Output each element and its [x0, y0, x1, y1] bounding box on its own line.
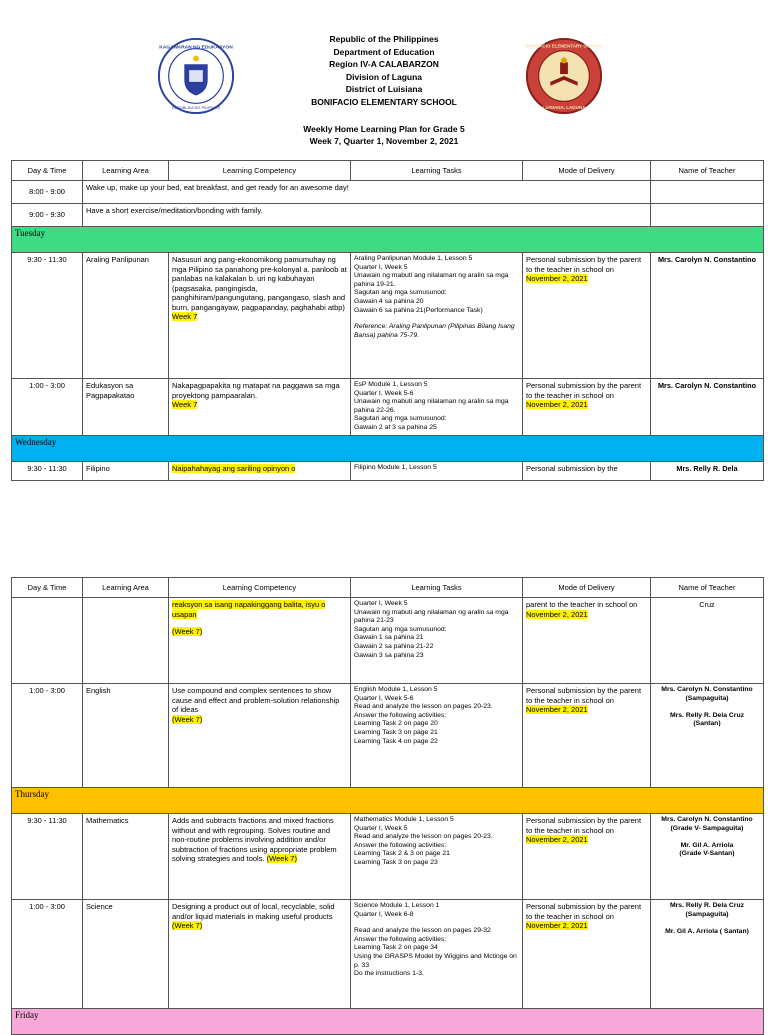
mode-cell: parent to the teacher in school on November 2, 2021: [523, 598, 651, 684]
teacher-cell: Mrs. Carolyn N. Constantino (Grade V- Sampaguita) Mr. Gil A. Arriola (Grade V-Santan): [651, 814, 764, 900]
col-learning-area: Learning Area: [83, 161, 169, 181]
teacher-cell: Mrs. Relly R. Dela: [651, 461, 764, 480]
day-label: Friday: [12, 1009, 764, 1035]
routine-row: [12, 181, 764, 204]
col-mode-of-delivery: Mode of Delivery: [523, 578, 651, 598]
mode-cell: Personal submission by the: [523, 461, 651, 480]
routine-time: 8:00 - 9:00: [12, 181, 83, 204]
teacher-cell: Cruz: [651, 598, 764, 684]
area-cell: Mathematics: [83, 814, 169, 900]
area-cell: Science: [83, 900, 169, 1009]
day-row-friday: [12, 1009, 764, 1035]
table-row: [12, 814, 764, 900]
learning-plan-table-1: [11, 160, 764, 481]
school-header-text: [200, 33, 568, 148]
week-badge: (Week 7): [172, 921, 203, 930]
plan-week: Week 7, Quarter 1, November 2, 2021: [309, 136, 459, 147]
competency-cell: Nasusuri ang pang-ekonomikong pamumuhay ng mga Pilipino sa panahong pre-kolonyal a. panloob at panlabas na kalakalan b. uri ng kabuhayan (pagsasaka, pangingisda, panghihiram/pangungutang, pangangaso, slash and burn, pangangayaw, pagpapanday, paghahabi atbp) Week 7: [169, 253, 351, 379]
time-cell: 1:00 - 3:00: [12, 684, 83, 788]
routine-time: 9:00 - 9:30: [12, 204, 83, 227]
week-badge: Week 7: [172, 400, 198, 409]
competency-cell: reaksyon sa isang napakinggang balita, isyu o usapan (Week 7): [169, 598, 351, 684]
date-highlight: November 2, 2021: [526, 274, 588, 283]
area-cell: Filipino: [83, 461, 169, 480]
time-cell: 1:00 - 3:00: [12, 379, 83, 436]
table-row: [12, 461, 764, 480]
reference-note: Reference: Araling Panlipunan (Pilipinas Bilang Isang Bansa) pahina 75-79.: [354, 323, 515, 339]
learning-plan-table-2: [11, 577, 764, 1035]
day-row-thursday: [12, 788, 764, 814]
area-cell: Araling Panlipunan: [83, 253, 169, 379]
date-highlight: November 2, 2021: [526, 705, 588, 714]
tasks-cell: Mathematics Module 1, Lesson 5 Quarter I, Week 5 Read and analyze the lesson on pages 20-23. Answer the following activities: Learning Task 2 & 3 on page 21 Learning Task 3 on page 23: [351, 814, 523, 900]
svg-text:REPUBLIKA NG PILIPINAS: REPUBLIKA NG PILIPINAS: [171, 105, 221, 111]
mode-cell: Personal submission by the parent to the teacher in school on November 2, 2021: [523, 900, 651, 1009]
mode-cell: Personal submission by the parent to the teacher in school on November 2, 2021: [523, 684, 651, 788]
competency-cell: Designing a product out of local, recyclable, solid and/or liquid materials in making useful products (Week 7): [169, 900, 351, 1009]
svg-text:BONIFACIO ELEMENTARY SCHOOL: BONIFACIO ELEMENTARY SCHOOL: [525, 43, 603, 49]
plan-title: Weekly Home Learning Plan for Grade 5: [303, 123, 465, 134]
routine-text: Have a short exercise/meditation/bonding with family.: [83, 204, 651, 227]
col-learning-competency: Learning Competency: [169, 578, 351, 598]
col-name-of-teacher: Name of Teacher: [651, 578, 764, 598]
table-row: [12, 379, 764, 436]
col-day-time: Day & Time: [12, 161, 83, 181]
area-cell: English: [83, 684, 169, 788]
week-badge: (Week 7): [266, 854, 297, 863]
table-row: [12, 900, 764, 1009]
tasks-cell: English Module 1, Lesson 5 Quarter I, Week 5-6 Read and analyze the lesson on pages 20-23. Answer the following activities: Learning Task 2 on page 20 Learning Task 3 on page 21 Learning Task 4 on page 22: [351, 684, 523, 788]
competency-cell: Naipahahayag ang sariling opinyon o: [169, 461, 351, 480]
date-highlight: November 2, 2021: [526, 609, 588, 619]
competency-cell: Adds and subtracts fractions and mixed fractions without and with regrouping. Solves routine and non-routine problems involving addition and/or subtraction of fractions using appropriate problem solving strategies and tools. (Week 7): [169, 814, 351, 900]
tasks-cell: Quarter I, Week 5 Unawain ng mabuti ang nilalaman ng aralin sa mga pahina 21-23 Sagutan ang mga sumusunod: Gawain 1 sa pahina 21 Gawain 2 sa pahina 21-22 Gawain 3 sa pahina 23: [351, 598, 523, 684]
table-row: [12, 684, 764, 788]
col-day-time: Day & Time: [12, 578, 83, 598]
department-line: Department of Education: [333, 46, 435, 57]
col-learning-tasks: Learning Tasks: [351, 161, 523, 181]
day-label: Thursday: [12, 788, 764, 814]
country-line: Republic of the Philippines: [329, 34, 439, 44]
table-row: [12, 598, 764, 684]
division-line: Division of Laguna: [345, 71, 423, 82]
time-cell: 9:30 - 11:30: [12, 253, 83, 379]
table-header-row: [12, 578, 764, 598]
week-badge: (Week 7): [172, 627, 203, 636]
time-cell: 9:30 - 11:30: [12, 814, 83, 900]
tasks-cell: Science Module 1, Lesson 1 Quarter I, Week 6-8 Read and analyze the lesson on pages 29-32 Answer the following activities: Learning Task 2 on page 34 Using the GRASPS Model by Wiggins and Mctinge on p. 33 Do the instructions 1-3.: [351, 900, 523, 1009]
mode-cell: Personal submission by the parent to the teacher in school on November 2, 2021: [523, 814, 651, 900]
teacher-cell: Mrs. Carolyn N. Constantino (Sampaguita) Mrs. Relly R. Dela Cruz (Santan): [651, 684, 764, 788]
table-header-row: [12, 161, 764, 181]
area-cell: Edukasyon sa Pagpapakatao: [83, 379, 169, 436]
mode-cell: Personal submission by the parent to the teacher in school on November 2, 2021: [523, 253, 651, 379]
date-highlight: November 2, 2021: [526, 400, 588, 409]
col-mode-of-delivery: Mode of Delivery: [523, 161, 651, 181]
day-row-tuesday: [12, 227, 764, 253]
region-line: Region IV-A CALABARZON: [329, 59, 439, 70]
teacher-cell: Mrs. Relly R. Dela Cruz (Sampaguita) Mr. Gil A. Arriola ( Santan): [651, 900, 764, 1009]
date-highlight: November 2, 2021: [526, 921, 588, 930]
school-name: BONIFACIO ELEMENTARY SCHOOL: [311, 96, 457, 107]
district-line: District of Luisiana: [345, 84, 423, 95]
week-badge: (Week 7): [172, 714, 203, 724]
svg-text:LUISIANA, LAGUNA: LUISIANA, LAGUNA: [542, 105, 586, 111]
competency-cell: Nakapagpapakita ng matapat na paggawa sa mga proyektong pampaaralan. Week 7: [169, 379, 351, 436]
routine-text: Wake up, make up your bed, eat breakfast, and get ready for an awesome day!: [83, 181, 651, 204]
tasks-cell: Filipino Module 1, Lesson 5: [351, 461, 523, 480]
day-row-wednesday: [12, 435, 764, 461]
tasks-cell: EsP Module 1, Lesson 5 Quarter I, Week 5-6 Unawain ng mabuti ang nilalaman ng aralin sa mga pahina 22-26. Sagutan ang mga sumusunod: Gawain 2 at 3 sa pahina 25: [351, 379, 523, 436]
teacher-cell: Mrs. Carolyn N. Constantino: [651, 379, 764, 436]
time-cell: 1:00 - 3:00: [12, 900, 83, 1009]
date-highlight: November 2, 2021: [526, 835, 588, 844]
time-cell: 9:30 - 11:30: [12, 461, 83, 480]
routine-row: [12, 204, 764, 227]
competency-cell: Use compound and complex sentences to show cause and effect and problem-solution relationship of ideas (Week 7): [169, 684, 351, 788]
table-row: [12, 253, 764, 379]
svg-text:KAGAWARAN NG EDUKASYON: KAGAWARAN NG EDUKASYON: [159, 45, 233, 51]
tasks-cell: Araling Panlipunan Module 1, Lesson 5 Quarter I, Week 5 Unawain ng mabuti ang nilalaman ng aralin sa mga pahina 19-21. Sagutan ang mga sumusunod: Gawain 4 sa pahina 20 Gawain 6 sa pahina 21(Performance Task) Reference: Araling Panlipunan (Pilipinas Bilang Isang Bansa) pahina 75-79.: [351, 253, 523, 379]
week-badge: Week 7: [172, 312, 198, 321]
teacher-cell: Mrs. Carolyn N. Constantino: [651, 253, 764, 379]
col-learning-tasks: Learning Tasks: [351, 578, 523, 598]
col-name-of-teacher: Name of Teacher: [651, 161, 764, 181]
mode-cell: Personal submission by the parent to the teacher in school on November 2, 2021: [523, 379, 651, 436]
school-seal-logo: [525, 37, 603, 115]
col-learning-competency: Learning Competency: [169, 161, 351, 181]
day-label: Tuesday: [12, 227, 764, 253]
day-label: Wednesday: [12, 435, 764, 461]
document-header: [0, 0, 768, 160]
col-learning-area: Learning Area: [83, 578, 169, 598]
